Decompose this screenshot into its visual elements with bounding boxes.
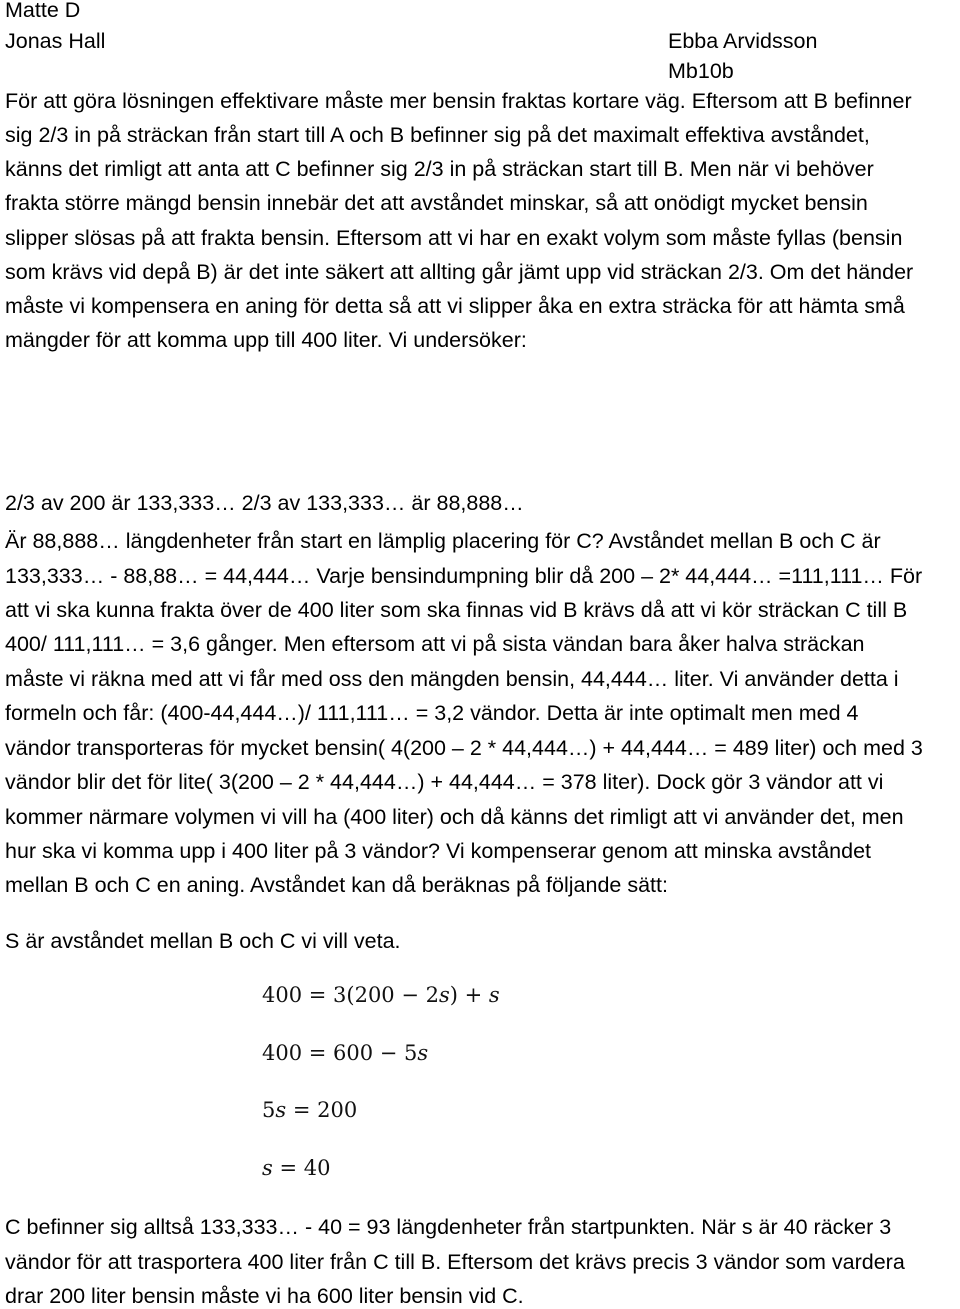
eq-variable: s — [275, 1098, 287, 1122]
text-line: vändor för att trasportera 400 liter från C till B. Eftersom det krävs precis 3 vändor som vardera — [5, 1250, 905, 1274]
text-line: hur ska vi komma upp i 400 liter på 3 vändor? Vi kompenserar genom att minska avståndet — [5, 839, 872, 863]
text-line: kommer närmare volymen vi vill ha (400 liter) och då känns det rimligt att vi använder det, men — [5, 805, 904, 829]
text-line: 133,333… - 88,88… = 44,444… Varje bensindumpning blir då 200 – 2* 44,444… =111,111… För — [5, 564, 923, 588]
equation-1 — [262, 982, 500, 1008]
eq-text: = 40 — [272, 1156, 331, 1180]
class-label: Mb10b — [668, 59, 734, 83]
eq-text: = 200 — [286, 1098, 358, 1122]
text-line: För att göra lösningen effektivare måste mer bensin fraktas kortare väg. Eftersom att B befinner — [5, 89, 912, 113]
equation-3 — [262, 1097, 357, 1123]
eq-variable: s — [488, 983, 500, 1007]
text-line: slipper slösas på att frakta bensin. Eftersom att vi har en exakt volym som måste fyllas (bensin — [5, 226, 903, 250]
text-line: mängder för att komma upp till 400 liter. Vi undersöker: — [5, 328, 527, 352]
text-line: mellan B och C en aning. Avståndet kan då beräknas på följande sätt: — [5, 873, 668, 897]
variable-definition: S är avståndet mellan B och C vi vill veta. — [5, 929, 401, 953]
text-line: måste vi kompensera en aning för detta så att vi slipper åka en extra sträcka för att hämta små — [5, 294, 905, 318]
text-line: sig 2/3 in på sträckan från start till A och B befinner sig på det maximalt effektiva avståndet, — [5, 123, 870, 147]
text-line: frakta större mängd bensin innebär det att avståndet minskar, så att onödigt mycket bensin — [5, 191, 868, 215]
eq-variable: s — [262, 1156, 273, 1180]
eq-variable: s — [417, 1041, 429, 1065]
text-line: måste vi räkna med att vi får med oss den mängden bensin, 44,444… liter. Vi använder detta i — [5, 667, 899, 691]
author-name: Matte D — [5, 0, 81, 22]
eq-text: 400 = 3(200 − 2 — [262, 983, 439, 1007]
text-line: att vi ska kunna frakta över de 400 liter som ska finnas vid B krävs då att vi kör sträckan C till B — [5, 598, 908, 622]
equation-4 — [262, 1155, 330, 1181]
eq-text: ) + — [449, 983, 489, 1007]
text-line: vändor blir det för lite( 3(200 – 2 * 44,444…) + 44,444… = 378 liter). Dock gör 3 vändor att vi — [5, 770, 884, 794]
text-line: som krävs vid depå B) är det inte säkert att allting går jämt upp vid sträckan 2/3. Om det händer — [5, 260, 914, 284]
eq-text: 5 — [262, 1098, 276, 1122]
text-line: C befinner sig alltså 133,333… - 40 = 93 längdenheter från startpunkten. När s är 40 räcker 3 — [5, 1215, 892, 1239]
text-line: formeln och får: (400-44,444…)/ 111,111… = 3,2 vändor. Detta är inte optimalt men med 4 — [5, 701, 859, 725]
eq-variable: s — [438, 983, 450, 1007]
equation-2 — [262, 1040, 428, 1066]
text-line: 2/3 av 200 är 133,333… 2/3 av 133,333… är 88,888… — [5, 491, 524, 515]
text-line: 400/ 111,111… = 3,6 gånger. Men eftersom att vi på sista vändan bara åker halva sträckan — [5, 632, 865, 656]
text-line: känns det rimligt att anta att C befinner sig 2/3 in på sträckan start till B. Men när vi behöver — [5, 157, 874, 181]
text-line: Är 88,888… längdenheter från start en lämplig placering för C? Avståndet mellan B och C är — [5, 529, 881, 553]
text-line: drar 200 liter bensin måste vi ha 600 liter bensin vid C. — [5, 1284, 524, 1308]
text-line: vändor transporteras för mycket bensin( 4(200 – 2 * 44,444…) + 44,444… = 489 liter) och med 3 — [5, 736, 923, 760]
eq-text: 400 = 600 − 5 — [262, 1041, 418, 1065]
student-name: Ebba Arvidsson — [668, 29, 818, 53]
teacher-name: Jonas Hall — [5, 29, 106, 53]
